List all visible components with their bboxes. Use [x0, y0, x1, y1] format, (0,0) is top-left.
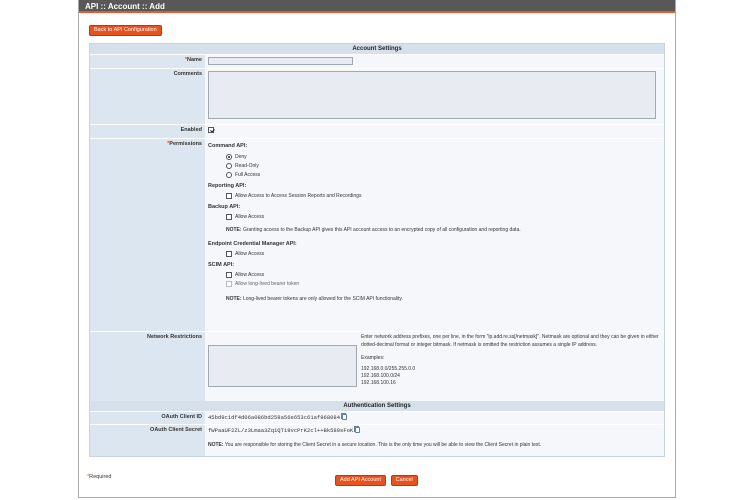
client-secret-value: fWPaaUF2ZL/z3Lmaa3Zq1QTi9vcPrK2cl++Bk580sFoK	[208, 427, 354, 434]
scim-api-checkbox[interactable]	[226, 272, 232, 278]
scim-token-checkbox[interactable]	[226, 281, 232, 287]
command-api-title: Command API:	[208, 143, 248, 149]
command-api-deny-option[interactable]: Deny	[226, 154, 661, 163]
read-only-radio[interactable]	[226, 163, 232, 169]
permissions-row: *Permissions Command API: Deny Read-Only Full Access Reporting API: Allow Access to Access Session Reports and Recordings Backup API: Allow Access NOTE: Granting access to the Backup API gives this API account access to an encrypted copy of all configuration and reporting data. Endpoint Credential Manager API: Allow Access SCIM API: Allow Access Allow long-lived bearer token NOTE: Long-lived bearer tokens are only allowed for the SCIM API functionality.	[90, 138, 664, 331]
enabled-row	[90, 124, 664, 138]
account-form	[89, 43, 665, 457]
examples-label: Examples:	[361, 355, 385, 361]
api-account-add-window	[78, 0, 676, 498]
comments-label: Comments	[90, 69, 205, 124]
client-secret-note: NOTE: You are responsible for storing the Client Secret in a secure location. This is the only time you will be able to view the Client Secret in plain text.	[208, 442, 542, 448]
backup-api-title: Backup API:	[208, 204, 241, 210]
scim-api-note: NOTE: Long-lived bearer tokens are only allowed for the SCIM API functionality.	[226, 296, 403, 302]
ecm-api-title: Endpoint Credential Manager API:	[208, 241, 297, 247]
comments-textarea[interactable]	[208, 71, 656, 119]
command-api-readonly-option[interactable]: Read-Only	[226, 163, 661, 172]
account-settings-header: Account Settings	[90, 44, 664, 54]
name-label: Name	[187, 57, 202, 63]
enabled-checkbox[interactable]	[208, 127, 214, 133]
cancel-button[interactable]: Cancel	[391, 475, 418, 486]
network-help-text: Enter network address prefixes, one per line, in the form "ip.add.re.ss[/netmask]". Netmask are optional and they can be given in either dotted-decimal format or integer bitmask. If netmask is omitted the restriction assumes a single IP address.	[361, 334, 659, 348]
scim-token-option[interactable]: Allow long-lived bearer token	[226, 281, 661, 290]
authentication-settings-header: Authentication Settings	[90, 401, 664, 411]
page-title: API :: Account :: Add	[79, 0, 675, 13]
back-to-api-config-button[interactable]: Back to API Configuration	[89, 25, 162, 36]
backup-api-option[interactable]: Allow Access	[226, 214, 661, 223]
network-restrictions-row	[90, 331, 664, 401]
name-input[interactable]	[208, 57, 353, 65]
copy-icon[interactable]	[355, 427, 360, 433]
client-id-row	[90, 411, 664, 424]
add-api-account-button[interactable]: Add API Account	[335, 475, 386, 486]
scim-api-title: SCIM API:	[208, 262, 235, 268]
ecm-api-option[interactable]: Allow Access	[226, 251, 661, 260]
copy-icon[interactable]	[342, 414, 347, 420]
backup-api-note: NOTE: Granting access to the Backup API gives this API account access to an encrypted copy of all configuration and reporting data.	[226, 227, 521, 233]
comments-row	[90, 68, 664, 124]
example-1: 192.168.0.0/255.255.0.0	[361, 366, 416, 372]
scim-api-access-option[interactable]: Allow Access	[226, 272, 661, 281]
deny-radio[interactable]	[226, 154, 232, 160]
reporting-api-checkbox[interactable]	[226, 193, 232, 199]
example-2: 192.168.100.0/24	[361, 373, 400, 379]
reporting-api-title: Reporting API:	[208, 183, 247, 189]
backup-api-checkbox[interactable]	[226, 214, 232, 220]
form-actions	[335, 475, 418, 486]
enabled-label: Enabled	[90, 125, 205, 138]
ecm-api-checkbox[interactable]	[226, 251, 232, 257]
required-legend: *Required	[87, 474, 112, 480]
client-secret-label: OAuth Client Secret	[90, 425, 205, 456]
name-row: *Name	[90, 54, 664, 68]
example-3: 192.168.100.16	[361, 380, 396, 386]
command-api-full-access-option[interactable]: Full Access	[226, 172, 661, 181]
network-restrictions-label: Network Restrictions	[90, 332, 205, 401]
reporting-api-option[interactable]: Allow Access to Access Session Reports and Recordings	[226, 193, 661, 202]
permissions-label: Permissions	[169, 141, 202, 147]
network-restrictions-textarea[interactable]	[208, 345, 357, 387]
full-access-radio[interactable]	[226, 172, 232, 178]
client-secret-row	[90, 424, 664, 456]
client-id-label: OAuth Client ID	[90, 412, 205, 424]
client-id-value: 45bd9c1df4d06a086bd258a56e653c61af968084	[208, 414, 341, 421]
